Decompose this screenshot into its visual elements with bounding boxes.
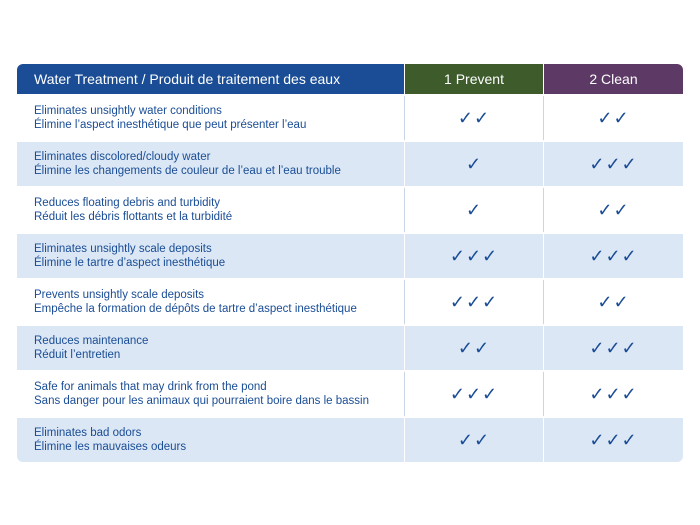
feature-en: Safe for animals that may drink from the pond: [34, 381, 267, 393]
feature-en: Reduces floating debris and turbidity: [34, 197, 221, 209]
feature-fr: Élimine le tartre d’aspect inesthétique: [34, 257, 226, 269]
feature-cell: [17, 233, 405, 279]
feature-fr: Élimine l’aspect inesthétique que peut présenter l’eau: [34, 119, 307, 131]
table-row: [17, 95, 683, 141]
clean-checks-icon: ✓✓✓: [544, 371, 684, 417]
feature-fr: Élimine les mauvaises odeurs: [34, 441, 187, 453]
clean-checks-icon: ✓✓: [544, 95, 684, 141]
feature-fr: Réduit les débris flottants et la turbidité: [34, 211, 233, 223]
table-row: [17, 279, 683, 325]
feature-cell: [17, 279, 405, 325]
feature-cell: [17, 187, 405, 233]
clean-checks-icon: ✓✓: [544, 187, 684, 233]
clean-checks-icon: ✓✓✓: [544, 417, 684, 462]
feature-en: Eliminates bad odors: [34, 427, 142, 439]
header-water-treatment: Water Treatment / Produit de traitement des eaux: [17, 64, 405, 95]
clean-checks-icon: ✓✓✓: [544, 233, 684, 279]
feature-en: Eliminates discolored/cloudy water: [34, 151, 211, 163]
table-row: [17, 187, 683, 233]
feature-fr: Sans danger pour les animaux qui pourraient boire dans le bassin: [34, 395, 369, 407]
clean-checks-icon: ✓✓✓: [544, 141, 684, 187]
prevent-checks-icon: ✓✓: [405, 95, 544, 141]
feature-en: Eliminates unsightly water conditions: [34, 105, 222, 117]
comparison-table: [17, 64, 683, 462]
feature-cell: [17, 417, 405, 462]
table-header-row: [17, 64, 683, 95]
comparison-table-wrapper: [17, 64, 683, 462]
clean-checks-icon: ✓✓: [544, 279, 684, 325]
prevent-checks-icon: ✓✓✓: [405, 371, 544, 417]
clean-checks-icon: ✓✓✓: [544, 325, 684, 371]
feature-fr: Empêche la formation de dépôts de tartre d’aspect inesthétique: [34, 303, 357, 315]
feature-cell: [17, 141, 405, 187]
feature-en: Prevents unsightly scale deposits: [34, 289, 205, 301]
table-row: [17, 371, 683, 417]
prevent-checks-icon: ✓✓: [405, 417, 544, 462]
feature-cell: [17, 325, 405, 371]
prevent-checks-icon: ✓: [405, 187, 544, 233]
table-row: [17, 141, 683, 187]
feature-cell: [17, 95, 405, 141]
feature-fr: Réduit l’entretien: [34, 349, 121, 361]
feature-fr: Élimine les changements de couleur de l’eau et l’eau trouble: [34, 165, 341, 177]
feature-cell: [17, 371, 405, 417]
table-row: [17, 233, 683, 279]
header-clean: 2 Clean: [544, 64, 684, 95]
prevent-checks-icon: ✓✓✓: [405, 279, 544, 325]
table-row: [17, 417, 683, 462]
table-row: [17, 325, 683, 371]
feature-en: Eliminates unsightly scale deposits: [34, 243, 212, 255]
prevent-checks-icon: ✓✓✓: [405, 233, 544, 279]
prevent-checks-icon: ✓✓: [405, 325, 544, 371]
header-prevent: 1 Prevent: [405, 64, 544, 95]
prevent-checks-icon: ✓: [405, 141, 544, 187]
feature-en: Reduces maintenance: [34, 335, 149, 347]
